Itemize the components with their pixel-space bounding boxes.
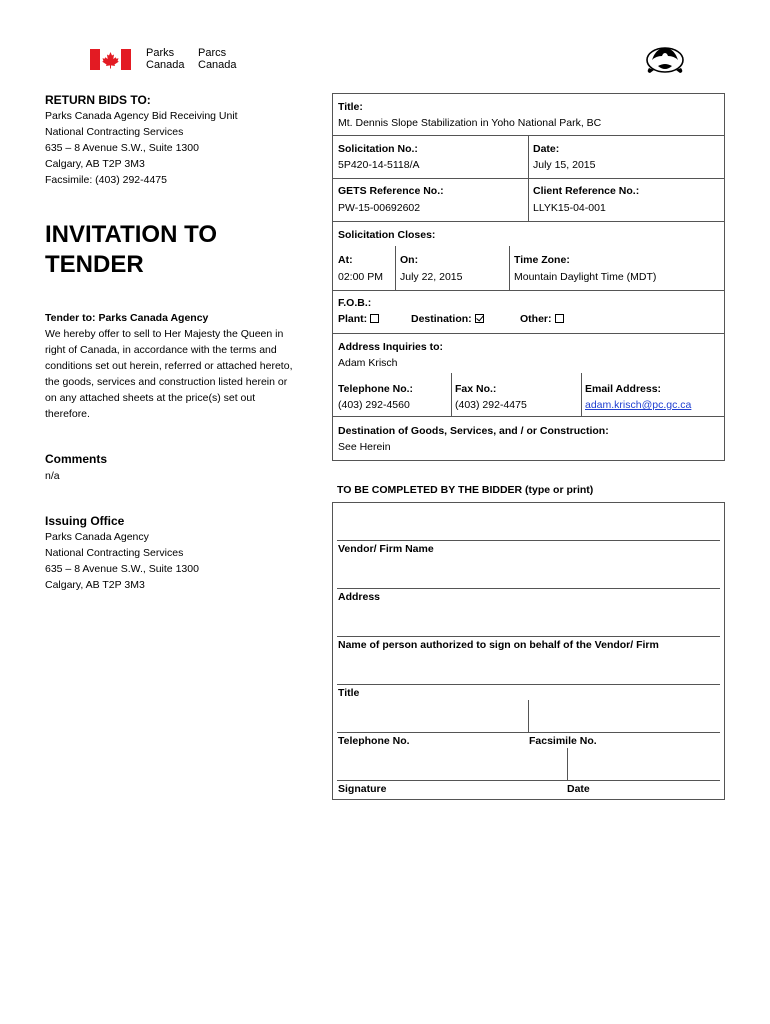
issuing-office-line: Calgary, AB T2P 3M3 [45, 579, 145, 591]
agency-fr-line2: Canada [198, 59, 237, 71]
vendor-name-field[interactable] [337, 540, 720, 541]
tender-to-section [45, 310, 292, 422]
solicitation-closes-label: Solicitation Closes: [338, 229, 436, 241]
destination-checkbox[interactable] [475, 314, 484, 323]
tender-to-line: the goods, services and construction listed herein or [45, 376, 288, 388]
bidder-telephone-label: Telephone No. [338, 735, 410, 747]
signature-date-field[interactable] [337, 780, 720, 781]
fob-plant-label: Plant: [338, 313, 368, 325]
tender-to-label: Tender to: Parks Canada Agency [45, 312, 209, 324]
email-label: Email Address: [585, 383, 662, 395]
closing-at-value: 02:00 PM [338, 271, 383, 283]
fob-other [520, 312, 564, 327]
comments-value: n/a [45, 470, 60, 482]
fob-plant [338, 312, 379, 327]
return-bids-line: 635 – 8 Avenue S.W., Suite 1300 [45, 142, 199, 154]
gets-reference-value: PW-15-00692602 [338, 202, 421, 214]
telephone-value: (403) 292-4560 [338, 399, 410, 411]
return-bids-line: Facsimile: (403) 292-4475 [45, 174, 167, 186]
address-inquiries-label: Address Inquiries to: [338, 341, 444, 353]
return-bids-address [45, 108, 238, 188]
fob-label: F.O.B.: [338, 297, 372, 309]
other-checkbox[interactable] [555, 314, 564, 323]
tender-to-line: therefore. [45, 408, 90, 420]
solicitation-no-label: Solicitation No.: [338, 143, 418, 155]
title-field[interactable] [337, 684, 720, 685]
address-field[interactable] [337, 588, 720, 589]
agency-wordmark [146, 47, 250, 71]
title-value: Mt. Dennis Slope Stabilization in Yoho National Park, BC [338, 117, 602, 129]
telephone-label: Telephone No.: [338, 383, 414, 395]
return-bids-heading: RETURN BIDS TO: [45, 93, 151, 107]
issuing-office-line: 635 – 8 Avenue S.W., Suite 1300 [45, 563, 199, 575]
time-zone-value: Mountain Daylight Time (MDT) [514, 271, 657, 283]
client-reference-label: Client Reference No.: [533, 185, 640, 197]
tender-to-line: conditions set out herein, referred or attached hereto, [45, 360, 293, 372]
issuing-office-line: Parks Canada Agency [45, 531, 149, 543]
fob-other-label: Other: [520, 313, 552, 325]
issuing-office-line: National Contracting Services [45, 547, 184, 559]
title-label: Title: [338, 101, 363, 113]
bidder-title-label: Title [338, 687, 360, 699]
agency-en-line1: Parks [146, 47, 175, 59]
time-zone-label: Time Zone: [514, 254, 570, 266]
gets-reference-label: GETS Reference No.: [338, 185, 444, 197]
date-value: July 15, 2015 [533, 159, 596, 171]
fob-destination-label: Destination: [411, 313, 472, 325]
client-reference-value: LLYK15-04-001 [533, 202, 606, 214]
fax-label: Fax No.: [455, 383, 497, 395]
document-title-line1: INVITATION TO [45, 221, 217, 248]
tender-to-line: on any attached sheets at the price(s) set out [45, 392, 256, 404]
solicitation-no-value: 5P420-14-5118/A [338, 159, 420, 171]
address-inquiries-value: Adam Krisch [338, 357, 398, 369]
agency-en-line2: Canada [146, 59, 185, 71]
issuing-office-heading: Issuing Office [45, 514, 125, 528]
document-title [45, 220, 217, 280]
tender-to-line: We hereby offer to sell to Her Majesty the Queen in [45, 328, 284, 340]
fax-value: (403) 292-4475 [455, 399, 527, 411]
telephone-fax-field[interactable] [337, 732, 720, 733]
closing-on-label: On: [400, 254, 419, 266]
bidder-section-heading: TO BE COMPLETED BY THE BIDDER (type or print) [337, 484, 594, 496]
email-link[interactable]: adam.krisch@pc.gc.ca [585, 399, 692, 411]
fob-destination [411, 312, 484, 327]
date-label: Date: [533, 143, 560, 155]
bidder-facsimile-label: Facsimile No. [529, 735, 597, 747]
destination-goods-value: See Herein [338, 441, 391, 453]
closing-at-label: At: [338, 254, 353, 266]
destination-goods-label: Destination of Goods, Services, and / or Construction: [338, 425, 609, 437]
comments-heading: Comments [45, 452, 108, 466]
return-bids-line: Parks Canada Agency Bid Receiving Unit [45, 110, 238, 122]
issuing-office-address [45, 529, 199, 593]
return-bids-line: National Contracting Services [45, 126, 184, 138]
solicitation-info-box [332, 93, 725, 461]
authorized-person-label: Name of person authorized to sign on behalf of the Vendor/ Firm [338, 639, 659, 651]
parks-canada-beaver-logo-icon [644, 42, 686, 76]
address-label: Address [338, 591, 381, 603]
document-title-line2: TENDER [45, 251, 144, 278]
vendor-name-label: Vendor/ Firm Name [338, 543, 434, 555]
authorized-person-field[interactable] [337, 636, 720, 637]
plant-checkbox[interactable] [370, 314, 379, 323]
canada-flag-icon [90, 49, 131, 70]
return-bids-line: Calgary, AB T2P 3M3 [45, 158, 145, 170]
closing-on-value: July 22, 2015 [400, 271, 463, 283]
tender-to-line: right of Canada, in accordance with the terms and [45, 344, 277, 356]
bidder-form-box [332, 502, 725, 800]
agency-fr-line1: Parcs [198, 47, 227, 59]
bidder-date-label: Date [567, 783, 590, 795]
signature-label: Signature [338, 783, 387, 795]
